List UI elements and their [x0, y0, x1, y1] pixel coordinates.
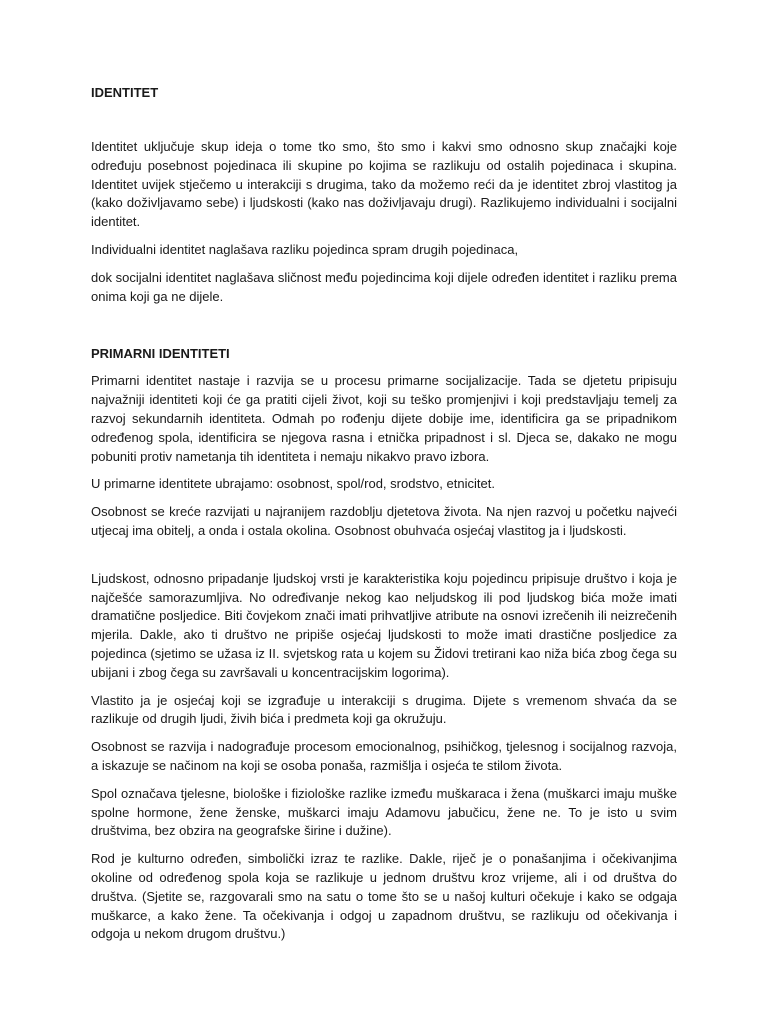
- document-page: [91, 84, 677, 953]
- paragraph-personality-development: Osobnost se razvija i nadograđuje procesom emocionalnog, psihičkog, tjelesnog i socijalnog razvoja, a iskazuje se načinom na koji se osoba ponaša, razmišlja i osjeća te stilom života.: [91, 739, 677, 773]
- paragraph-intro: Identitet uključuje skup ideja o tome tko smo, što smo i kakvi smo odnosno skup značajki koje određuju posebnost pojedinaca ili skupine po kojima se razlikuju od ostalih pojedinaca i skupina. Identitet uvijek stječemo u interakciji s drugima, tako da možemo reći da je identitet zbroj vlastitog ja (kako doživljavamo sebe) i ljudskosti (kako nas doživljavaju drugi). Razlikujemo individualni i socijalni identitet.: [91, 139, 677, 230]
- spacer: [91, 315, 677, 345]
- paragraph-sex: Spol označava tjelesne, biološke i fiziološke razlike između muškaraca i žena (muškarci imaju muške spolne hormone, žene ženske, muškarci imaju Adamovu jabučicu, žene ne. To je isto u svim društvima, bez obzira na geografske širine i dužine).: [91, 785, 677, 839]
- paragraph-gender: Rod je kulturno određen, simbolički izraz te razlike. Dakle, riječ je o ponašanjima i očekivanjima okoline od određenog spola koja se razlikuje u jednom društvu kroz vrijeme, ali i od društva do društva. (Sjetite se, razgovarali smo na satu o tome što se u našoj kulturi očekuje i kako se odgaja muškarce, a kako žene. Ta očekivanja i odgoj u zapadnom društvu, se razlikuju od očekivanja i odgoja u nekom drugom društvu.): [91, 851, 677, 942]
- paragraph-personality: Osobnost se kreće razvijati u najranijem razdoblju djetetova života. Na njen razvoj u početku najveći utjecaj ima obitelj, a onda i ostala okolina. Osobnost obuhvaća osjećaj vlastitog ja i ljudskosti.: [91, 504, 677, 538]
- heading-identitet: IDENTITET: [91, 85, 159, 100]
- paragraph-primary-list: U primarne identitete ubrajamo: osobnost, spol/rod, srodstvo, etnicitet.: [91, 476, 495, 492]
- paragraph-humanity: Ljudskost, odnosno pripadanje ljudskoj vrsti je karakteristika koju pojedincu pripisuje društvo i koja je najčešće samorazumljiva. No određivanje nekog kao neljudskog ili pod ljudskog bića može imati dramatične posljedice. Biti čovjekom znači imati prihvatljive atribute na osnovi izrečenih ili neizrečenih mjerila. Dakle, ako ti društvo ne pripiše osjećaj ljudskosti to može imati drastične posljedice za pojedinca (sjetimo se užasa iz II. svjetskog rata u kojem su Židovi tretirani kao niža bića zbog čega su ubijani i zbog čega su završavali u koncentracijskim logorima).: [91, 570, 677, 680]
- spacer: [91, 102, 677, 138]
- spacer: [91, 550, 677, 570]
- paragraph-primary-intro: Primarni identitet nastaje i razvija se u procesu primarne socijalizacije. Tada se djetetu pripisuju najvažniji identiteti koji će ga pratiti cijeli život, koji su teško promjenjivi i koji predstavljaju temelj za razvoj sekundarnih identiteta. Odmah po rođenju dijete dobije ime, identificira ga se pripadnikom određenog spola, identificira se njegova rasna i etnička pripadnost i sl. Djeca se, dakako ne mogu pobuniti protiv nametanja tih identiteta i nemaju nikakvo pravo izbora.: [91, 373, 677, 464]
- paragraph-self: Vlastito ja je osjećaj koji se izgrađuje u interakciji s drugima. Dijete s vremenom shvaća da se razlikuje od drugih ljudi, živih bića i predmeta koji ga okružuju.: [91, 692, 677, 727]
- heading-primarni-identiteti: PRIMARNI IDENTITETI: [91, 346, 230, 362]
- paragraph-social: dok socijalni identitet naglašava sličnost među pojedincima koji dijele određen identitet i razliku prema onima koji ga ne dijele.: [91, 269, 677, 304]
- paragraph-individual: Individualni identitet naglašava razliku pojedinca spram drugih pojedinaca,: [91, 241, 519, 257]
